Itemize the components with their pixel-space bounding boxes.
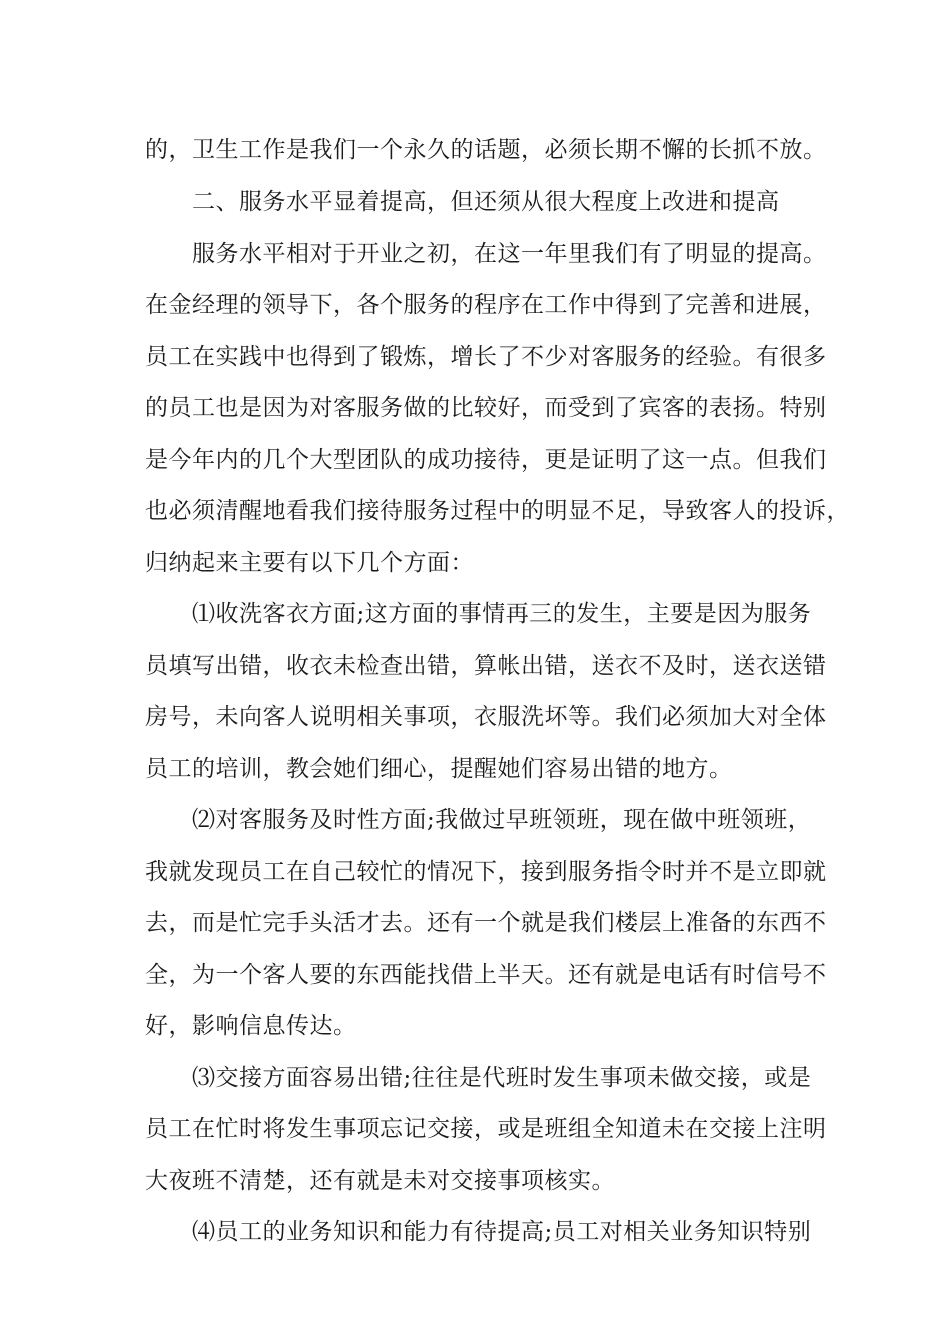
list-item-text: ⑶交接方面容易出错;往往是代班时发生事项未做交接，或是 — [192, 1065, 812, 1091]
text-line: 大夜班不清楚，还有就是未对交接事项核实。 — [145, 1168, 615, 1194]
text-line: 归纳起来主要有以下几个方面： — [145, 550, 474, 576]
text-line: 去，而是忙完手头活才去。还有一个就是我们楼层上准备的东西不 — [145, 910, 827, 936]
list-item-text: ⑵对客服务及时性方面;我做过早班领班，现在做中班领班， — [192, 807, 812, 833]
text-line: 员填写出错，收衣未检查出错，算帐出错，送衣不及时，送衣送错 — [145, 653, 827, 679]
text-line: 是今年内的几个大型团队的成功接待，更是证明了这一点。但我们 — [145, 447, 827, 473]
section-heading: 二、服务水平显着提高，但还须从很大程度上改进和提高 — [192, 189, 780, 215]
text-line: 我就发现员工在自己较忙的情况下，接到服务指令时并不是立即就 — [145, 859, 827, 885]
text-line: 房号，未向客人说明相关事项，衣服洗坏等。我们必须加大对全体 — [145, 704, 827, 730]
text-line: 全，为一个客人要的东西能找借上半天。还有就是电话有时信号不 — [145, 962, 827, 988]
text-line: 也必须清醒地看我们接待服务过程中的明显不足，导致客人的投诉， — [145, 498, 850, 524]
list-item-text: ⑴收洗客衣方面;这方面的事情再三的发生，主要是因为服务 — [192, 601, 812, 627]
text-line: 员工在实践中也得到了锻炼，增长了不少对客服务的经验。有很多 — [145, 344, 827, 370]
text-line: 员工的培训，教会她们细心，提醒她们容易出错的地方。 — [145, 756, 733, 782]
list-item-text: ⑷员工的业务知识和能力有待提高;员工对相关业务知识特别 — [192, 1219, 812, 1245]
text-line: 的，卫生工作是我们一个永久的话题，必须长期不懈的长抓不放。 — [145, 137, 827, 163]
text-line: 在金经理的领导下，各个服务的程序在工作中得到了完善和进展， — [145, 292, 827, 318]
text-line: 服务水平相对于开业之初，在这一年里我们有了明显的提高。 — [192, 241, 827, 267]
text-line: 员工在忙时将发生事项忘记交接，或是班组全知道未在交接上注明 — [145, 1116, 827, 1142]
text-line: 的员工也是因为对客服务做的比较好，而受到了宾客的表扬。特别 — [145, 395, 827, 421]
text-line: 好，影响信息传达。 — [145, 1013, 357, 1039]
